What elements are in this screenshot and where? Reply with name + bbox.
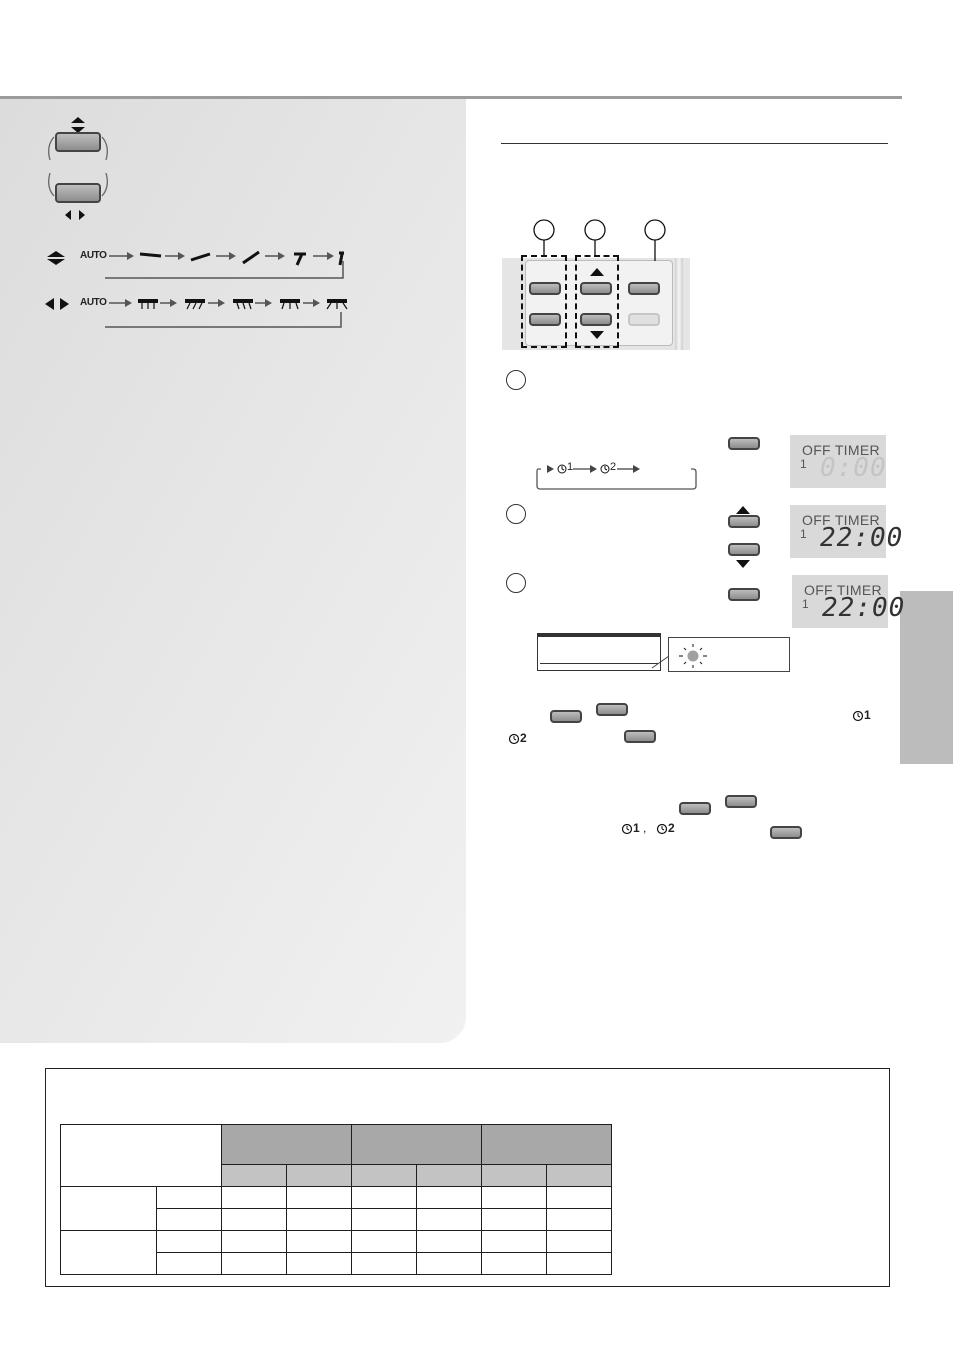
left-panel (0, 99, 466, 1043)
table-subheader (482, 1165, 547, 1187)
step-1-button[interactable] (728, 437, 760, 450)
note-timer-2b: 2 (668, 821, 675, 835)
table-cell (352, 1209, 417, 1231)
note-button[interactable] (624, 730, 656, 743)
table-header-group (352, 1125, 482, 1165)
table-row-label (61, 1231, 157, 1275)
lcd-time: 0:00 (820, 453, 887, 483)
table-subheader (352, 1165, 417, 1187)
lcd-time: 22:00 (820, 523, 904, 553)
timer-clock-icon (621, 823, 633, 835)
airflow-buttons-illustration (40, 110, 120, 225)
timer-select-button-lower[interactable] (529, 313, 561, 326)
note-button[interactable] (770, 826, 802, 839)
table-cell (547, 1253, 612, 1275)
table-cell (482, 1209, 547, 1231)
table-cell (352, 1231, 417, 1253)
timer-2-label: 2 (610, 461, 617, 473)
step-3-marker (506, 573, 526, 593)
table-header-group (482, 1125, 612, 1165)
table-row-sublabel (157, 1209, 222, 1231)
time-down-button[interactable] (580, 313, 612, 326)
step-2-marker (506, 504, 526, 524)
side-tab (900, 591, 953, 764)
table-cell (352, 1253, 417, 1275)
table-header-group (222, 1125, 352, 1165)
vertical-sequence-diagram (105, 247, 365, 287)
horizontal-airflow-button[interactable] (55, 183, 101, 203)
timer-set-button[interactable] (628, 282, 660, 295)
timer-clock-icon (656, 823, 668, 835)
lcd-timer-index: 1 (802, 597, 809, 611)
lcd-display-step-2 (790, 505, 904, 558)
table-row-sublabel (157, 1187, 222, 1209)
indoor-unit-vent (540, 663, 658, 664)
lcd-timer-index: 1 (800, 527, 807, 541)
table-subheader (417, 1165, 482, 1187)
lcd-timer-index: 1 (800, 457, 807, 471)
table-cell (222, 1209, 287, 1231)
note-button[interactable] (550, 710, 582, 723)
timer-cancel-button[interactable] (628, 313, 660, 326)
remote-edge (675, 258, 683, 350)
table-cell (547, 1187, 612, 1209)
table-cell (287, 1187, 352, 1209)
step-1-marker (506, 370, 526, 390)
table-corner-cell (61, 1125, 222, 1187)
lcd-mode-text: OFF TIMER (802, 512, 880, 528)
table-subheader (287, 1165, 352, 1187)
up-arrow-icon (587, 267, 607, 277)
table-cell (482, 1187, 547, 1209)
timer-clock-icon (852, 710, 864, 722)
vertical-direction-icon (44, 250, 68, 266)
horizontal-auto-label: AUTO (80, 297, 107, 308)
table-row-label (61, 1187, 157, 1231)
note-timer-1: 1 (864, 708, 871, 722)
indoor-unit-illustration (537, 633, 661, 671)
note-button[interactable] (725, 795, 757, 808)
table-cell (417, 1253, 482, 1275)
note-button[interactable] (596, 703, 628, 716)
table-row-sublabel (157, 1253, 222, 1275)
table-cell (417, 1231, 482, 1253)
table-cell (417, 1209, 482, 1231)
table-cell (222, 1187, 287, 1209)
spec-table (60, 1124, 612, 1275)
step-3-set-button[interactable] (728, 588, 760, 601)
section-rule (501, 143, 888, 144)
lcd-display-step-3 (792, 575, 906, 628)
table-row-sublabel (157, 1231, 222, 1253)
table-cell (287, 1231, 352, 1253)
table-cell (482, 1231, 547, 1253)
timer-clock-icon (508, 733, 520, 745)
lcd-mode-text: OFF TIMER (804, 582, 882, 598)
timer-cycle-diagram (533, 460, 703, 492)
lcd-time: 22:00 (822, 593, 906, 623)
down-arrow-icon (587, 330, 607, 340)
table-cell (222, 1253, 287, 1275)
note-separator: , (643, 821, 647, 835)
timer-select-button[interactable] (529, 282, 561, 295)
table-cell (547, 1231, 612, 1253)
lcd-mode-text: OFF TIMER (802, 442, 880, 458)
vertical-airflow-button[interactable] (55, 132, 101, 152)
callout-lines (530, 217, 670, 262)
down-arrow-icon (733, 559, 753, 569)
step-2-up-button[interactable] (728, 515, 760, 528)
group-1-outline (521, 255, 567, 348)
vertical-auto-label: AUTO (80, 250, 107, 261)
note-timer-2: 2 (520, 731, 527, 745)
note-button[interactable] (679, 802, 711, 815)
lcd-display-step-1 (790, 435, 886, 488)
table-cell (222, 1231, 287, 1253)
horizontal-sequence-diagram (105, 294, 365, 334)
table-cell (417, 1187, 482, 1209)
table-subheader (547, 1165, 612, 1187)
table-subheader (222, 1165, 287, 1187)
table-cell (287, 1209, 352, 1231)
time-up-button[interactable] (580, 282, 612, 295)
timer-1-label: 1 (567, 461, 574, 473)
table-cell (287, 1253, 352, 1275)
horizontal-direction-icon (44, 297, 70, 311)
up-arrow-icon (733, 505, 753, 515)
note-timer-1b: 1 (633, 821, 640, 835)
timer-lamp-icon (650, 636, 710, 672)
table-cell (482, 1253, 547, 1275)
step-2-down-button[interactable] (728, 543, 760, 556)
table-cell (352, 1187, 417, 1209)
table-cell (547, 1209, 612, 1231)
